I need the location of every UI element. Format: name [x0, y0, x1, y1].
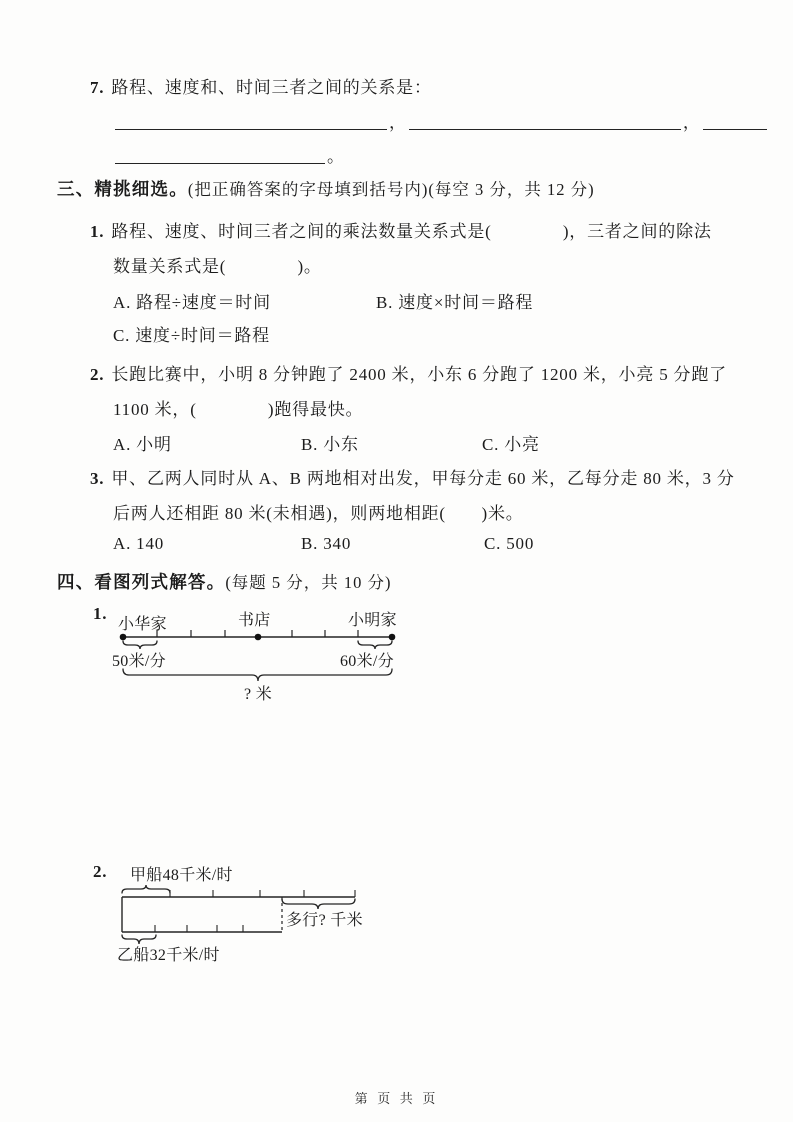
diagram-1-total-distance: ? 米	[244, 686, 273, 703]
question-2-option-c: C. 小亮	[482, 435, 540, 454]
diagram-2-boat-b-label: 乙船32千米/时	[117, 947, 220, 964]
boat-a-ticks	[170, 890, 355, 897]
question-3-line1: 甲、乙两人同时从 A、B 两地相对出发，甲每分走 60 米，乙每分走 80 米，3 分	[111, 469, 735, 488]
answer-blank-1	[115, 113, 387, 130]
question-3	[90, 464, 735, 489]
question-1-option-a: A. 路程÷速度＝时间	[113, 293, 271, 312]
diagram-2-boat-a-label: 甲船48千米/时	[130, 867, 233, 884]
boat-b-ticks	[155, 925, 243, 932]
diagram-1-number: 1.	[93, 604, 108, 623]
question-1	[90, 217, 712, 242]
section-3-heading	[57, 176, 595, 201]
diagram-1-label-bookstore: 书店	[238, 612, 271, 629]
question-1-option-c: C. 速度÷时间＝路程	[113, 326, 270, 345]
diagram-1-speed-left: 50米/分	[112, 653, 166, 670]
diagram-1-label-xiaoming-home: 小明家	[348, 612, 397, 629]
question-2-line1: 长跑比赛中，小明 8 分钟跑了 2400 米，小东 6 分跑了 1200 米，小亮 5 分跑了	[111, 365, 727, 384]
answer-blank-3	[703, 113, 767, 130]
section-3-title: 三、精挑细选。	[57, 179, 188, 199]
period-mark: 。	[327, 147, 345, 166]
question-3-option-a: A. 140	[113, 534, 165, 553]
question-7-blanks-row2	[115, 147, 347, 164]
section-4-note: (每题 5 分，共 10 分)	[225, 573, 392, 592]
question-3-option-c: C. 500	[484, 534, 535, 553]
question-7-blanks-row1	[115, 113, 767, 130]
diagram-2-extra-distance-label: 多行? 千米	[286, 912, 363, 929]
question-2-option-a: A. 小明	[113, 435, 172, 454]
page-footer: 第 页 共 页	[354, 1091, 439, 1106]
boat-a-speed-brace	[122, 885, 170, 893]
question-1-line1: 路程、速度、时间三者之间的乘法数量关系式是( )，三者之间的除法	[111, 222, 712, 241]
answer-blank-2	[409, 113, 681, 130]
section-4-heading	[57, 569, 392, 594]
diagram-2-number: 2.	[93, 862, 108, 881]
question-7-text: 路程、速度和、时间三者之间的关系是：	[111, 78, 432, 97]
question-2-number: 2.	[90, 365, 105, 384]
comma-separator: ，	[389, 113, 407, 132]
comma-separator: ，	[682, 113, 701, 132]
answer-blank-4	[115, 147, 325, 164]
diagram-1-label-xiaohua-home: 小华家	[118, 616, 167, 633]
question-3-number: 3.	[90, 469, 105, 488]
question-7	[90, 73, 432, 98]
section-4-title: 四、看图列式解答。	[57, 572, 226, 592]
question-2	[90, 360, 727, 385]
question-3-line2: 后两人还相距 80 米(未相遇)，则两地相距( )米。	[113, 504, 524, 523]
question-2-line2: 1100 米，( )跑得最快。	[113, 400, 364, 419]
question-1-number: 1.	[90, 222, 105, 241]
question-2-option-b: B. 小东	[301, 435, 359, 454]
question-1-line2: 数量关系式是( )。	[113, 257, 322, 276]
question-1-option-b: B. 速度×时间＝路程	[376, 293, 534, 312]
question-3-option-b: B. 340	[301, 534, 352, 553]
section-3-note: (把正确答案的字母填到括号内)(每空 3 分，共 12 分)	[187, 180, 595, 199]
diagram-1-speed-right: 60米/分	[340, 653, 394, 670]
question-7-number: 7.	[90, 78, 105, 97]
